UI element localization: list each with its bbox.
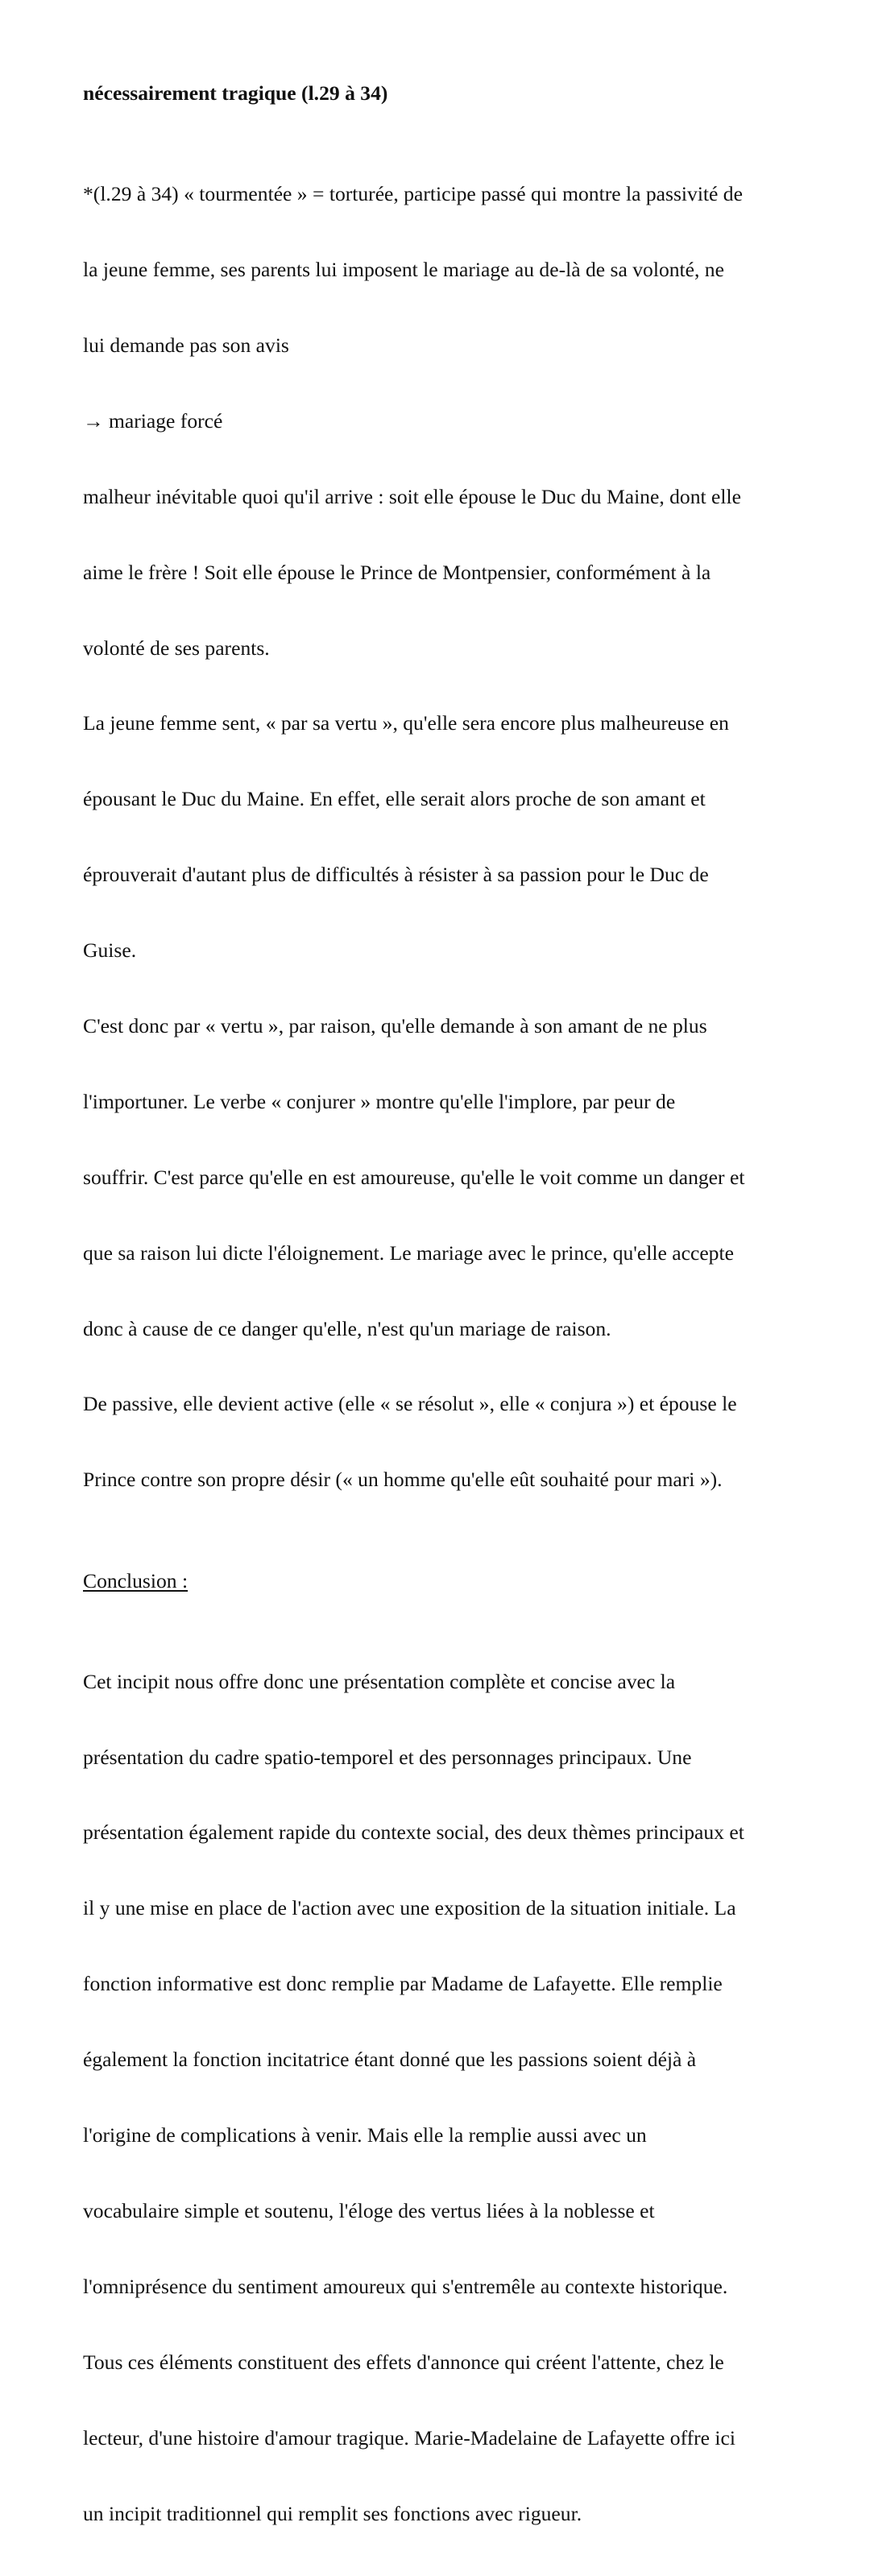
text-line: l'omniprésence du sentiment amoureux qui s'entremêle au contexte historique. [83, 2274, 728, 2298]
text-line: l'origine de complications à venir. Mais elle la remplie aussi avec un [83, 2123, 647, 2147]
text-line: épousant le Duc du Maine. En effet, elle serait alors proche de son amant et [83, 787, 706, 811]
text-line: lecteur, d'une histoire d'amour tragique. Marie-Madelaine de Lafayette offre ici [83, 2425, 736, 2450]
text-line: présentation du cadre spatio-temporel et des personnages principaux. Une [83, 1745, 692, 1769]
conclusion-title: Conclusion : [83, 1568, 188, 1592]
text-line: malheur inévitable quoi qu'il arrive : soit elle épouse le Duc du Maine, dont elle [83, 484, 741, 508]
text-line: aime le frère ! Soit elle épouse le Prince de Montpensier, conformément à la [83, 560, 711, 584]
spacer [83, 106, 792, 130]
text-line: éprouverait d'autant plus de difficultés à résister à sa passion pour le Duc de [83, 863, 709, 887]
spacer [83, 1543, 792, 1568]
text-line: vocabulaire simple et soutenu, l'éloge des vertus liées à la noblesse et [83, 2198, 655, 2222]
text-line: C'est donc par « vertu », par raison, qu'elle demande à son amant de ne plus [83, 1013, 707, 1037]
text-line: que sa raison lui dicte l'éloignement. Le mariage avec le prince, qu'elle accepte [83, 1240, 734, 1265]
text-line: volonté de ses parents. [83, 636, 270, 660]
text-line: souffrir. C'est parce qu'elle en est amoureuse, qu'elle le voit comme un danger et [83, 1165, 745, 1189]
text-line: donc à cause de ce danger qu'elle, n'est qu'un mariage de raison. [83, 1316, 611, 1340]
text-line: Cet incipit nous offre donc une présentation complète et concise avec la [83, 1669, 676, 1693]
text-line: Guise. [83, 938, 137, 963]
analysis-paragraphs [83, 131, 792, 1543]
text-line: → mariage forcé [83, 408, 223, 433]
conclusion-paragraph [83, 1618, 792, 2576]
text-line: De passive, elle devient active (elle « se résolut », elle « conjura ») et épouse le [83, 1392, 737, 1416]
text-line: La jeune femme sent, « par sa vertu », qu'elle sera encore plus malheureuse en [83, 711, 729, 735]
text-line: fonction informative est donc remplie par Madame de Lafayette. Elle remplie [83, 1972, 723, 1996]
text-line: l'importuner. Le verbe « conjurer » montre qu'elle l'implore, par peur de [83, 1089, 676, 1113]
document-page [83, 81, 792, 2576]
spacer [83, 1593, 792, 1618]
section-heading: nécessairement tragique (l.29 à 34) [83, 81, 388, 105]
text-line: présentation également rapide du contexte social, des deux thèmes principaux et [83, 1820, 744, 1845]
text-line: également la fonction incitatrice étant donné que les passions soient déjà à [83, 2048, 697, 2072]
text-line: la jeune femme, ses parents lui imposent le mariage au de-là de sa volonté, ne [83, 258, 724, 282]
text-line: Prince contre son propre désir (« un homme qu'elle eût souhaité pour mari »). [83, 1468, 723, 1492]
text-line: Tous ces éléments constituent des effets d'annonce qui créent l'attente, chez le [83, 2350, 724, 2374]
text-line: il y une mise en place de l'action avec une exposition de la situation initiale. La [83, 1896, 736, 1920]
text-line: *(l.29 à 34) « tourmentée » = torturée, participe passé qui montre la passivité de [83, 182, 743, 206]
text-line: lui demande pas son avis [83, 333, 289, 357]
text-line: un incipit traditionnel qui remplit ses fonctions avec rigueur. [83, 2501, 582, 2525]
